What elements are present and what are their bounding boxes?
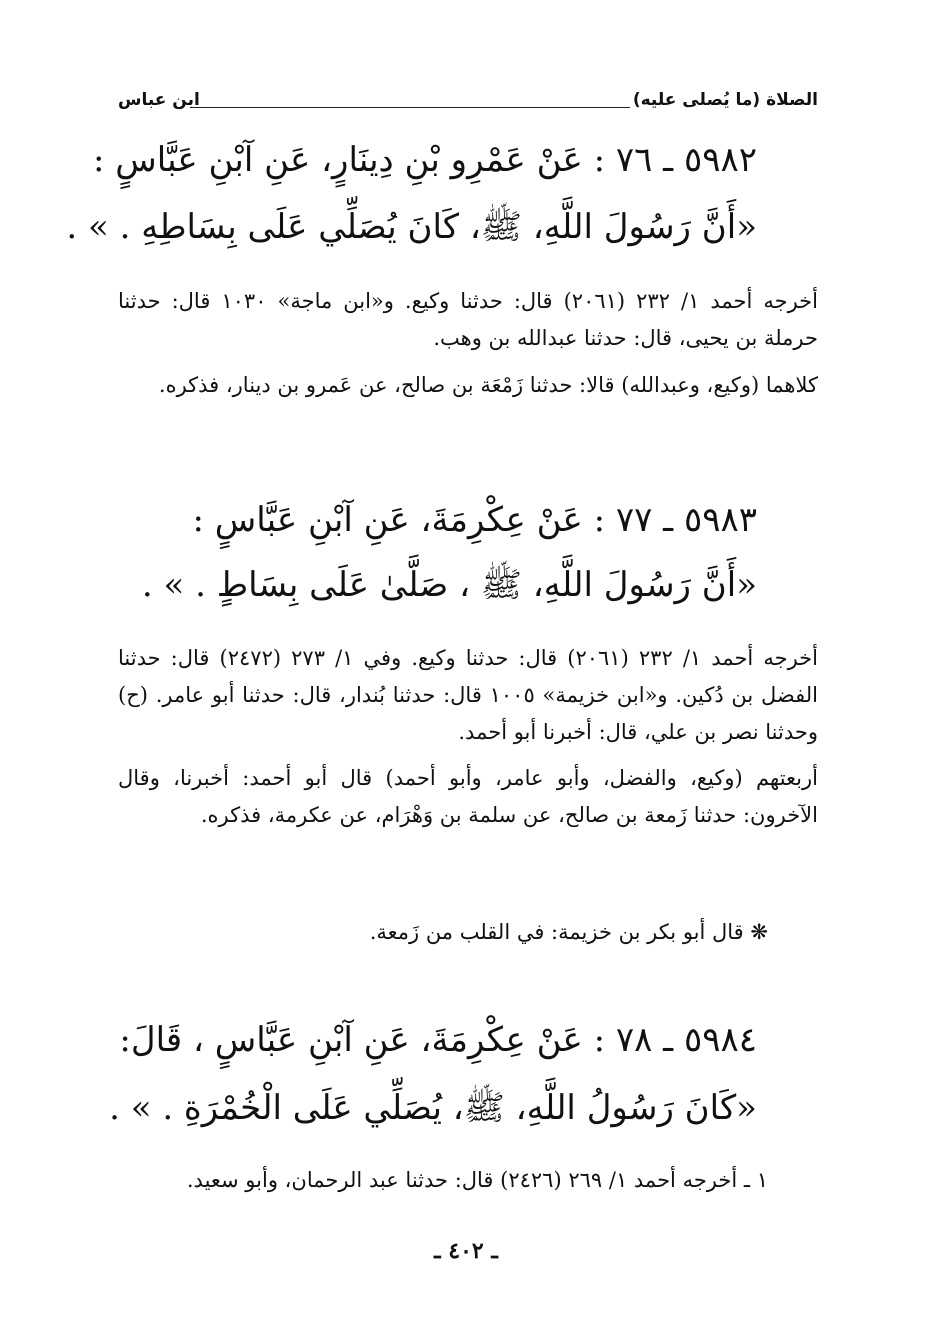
takhrij-5983-para2: أربعتهم (وكيع، والفضل، وأبو عامر، وأبو أحمد) قال أبو أحمد: أخبرنا، وقال الآخرون: حدثنا زَمعة بن صالح، عن سلمة بن وَهْرَام، عن عكرمة، فذكره. [118, 766, 818, 827]
takhrij-5983 [118, 640, 818, 834]
running-header [118, 90, 818, 120]
ibn-khuzayma-note: ❋ قال أبو بكر بن خزيمة: في القلب من زَمعة. [369, 920, 768, 944]
header-rule [190, 107, 630, 108]
takhrij-5983-para1: أخرجه أحمد ١/ ٢٣٢ (٢٠٦١) قال: حدثنا وكيع. وفي ١/ ٢٧٣ (٢٤٧٢) قال: حدثنا الفضل بن دُكين. و«ابن خزيمة» ١٠٠٥ قال: حدثنا بُندار، قال: حدثنا أبو عامر. (ح) وحدثنا نصر بن علي، قال: أخبرنا أبو أحمد. [118, 646, 818, 744]
hadith-5984-line1: ٥٩٨٤ ـ ٧٨ : عَنْ عِكْرِمَةَ، عَنِ آبْنِ عَبَّاسٍ ، قَالَ: [119, 1020, 757, 1060]
header-chapter-title: الصلاة (ما يُصلى عليه) [632, 90, 818, 110]
hadith-5984-line2: «كَانَ رَسُولُ اللَّهِ، ﷺ، يُصَلِّي عَلَى الْخُمْرَةِ . » . [109, 1088, 757, 1128]
takhrij-5982 [118, 283, 818, 403]
takhrij-5982-para2: كلاهما (وكيع، وعبدالله) قالا: حدثنا زَمْعَة بن صالح، عن عَمرو بن دينار، فذكره. [158, 372, 818, 397]
takhrij-5982-para1: أخرجه أحمد ١/ ٢٣٢ (٢٠٦١) قال: حدثنا وكيع. و«ابن ماجة» ١٠٣٠ قال: حدثنا حرملة بن يحيى، قال: حدثنا عبدالله بن وهب. [118, 289, 818, 350]
takhrij-5984-footnote: ١ ـ أخرجه أحمد ١/ ٢٦٩ (٢٤٢٦) قال: حدثنا عبد الرحمان، وأبو سعيد. [186, 1168, 768, 1192]
header-section-title: ابن عباس [118, 90, 200, 110]
hadith-5983-line2: «أَنَّ رَسُولَ اللَّهِ، ﷺ ، صَلَّىٰ عَلَى بِسَاطٍ . » . [141, 565, 757, 605]
hadith-5983-line1: ٥٩٨٣ ـ ٧٧ : عَنْ عِكْرِمَةَ، عَنِ آبْنِ عَبَّاسٍ : [192, 500, 757, 540]
hadith-5982-line2: «أَنَّ رَسُولَ اللَّهِ، ﷺ، كَانَ يُصَلِّي عَلَى بِسَاطِهِ . » . [66, 207, 757, 247]
hadith-5982-line1: ٥٩٨٢ ـ ٧٦ : عَنْ عَمْرِو بْنِ دِينَارٍ، عَنِ آبْنِ عَبَّاسٍ : [93, 140, 757, 180]
page-number: ـ ٤٠٢ ـ [434, 1238, 498, 1264]
